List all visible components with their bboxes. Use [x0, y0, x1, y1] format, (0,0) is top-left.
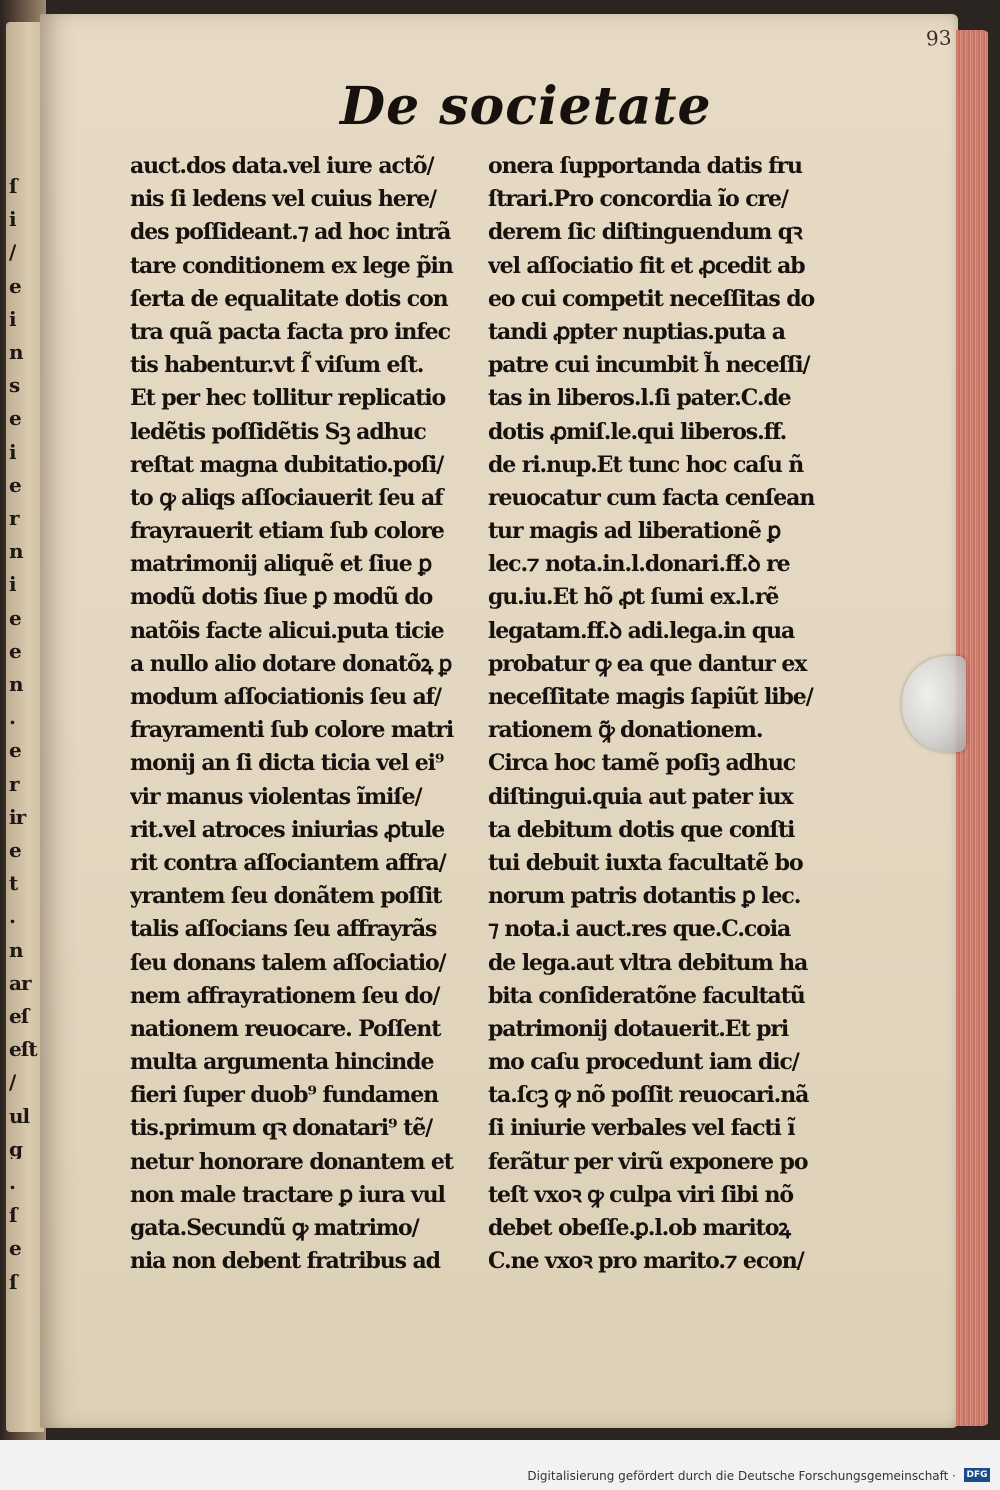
text-line: gata.Secundũ ꝙ matrimo/ — [130, 1215, 419, 1241]
previous-page-fragment: n — [9, 342, 23, 362]
text-line: eo cui competit neceſſitas do — [488, 285, 815, 312]
text-line: de lega.aut vltra debitum ha — [488, 949, 808, 976]
text-line: Et per hec tollitur replicatio — [130, 385, 446, 412]
text-line: tare conditionem ex lege p̃in — [130, 252, 453, 279]
previous-page-fragment: eſ — [9, 1006, 29, 1026]
previous-page-fragment: ar — [9, 972, 31, 993]
previous-page-fragment: e — [9, 275, 21, 296]
text-line: tandi ꝓpter nuptias.puta a — [488, 318, 785, 345]
previous-page-fragment: e — [9, 640, 21, 661]
text-line: tis.primum qꝛ donatari⁹ tẽ/ — [130, 1115, 433, 1142]
text-line: ⁊ nota.i auct.res que.C.coia — [488, 916, 791, 943]
text-line: tis habentur.vt ſ̃ viſum eſt. — [130, 352, 424, 379]
text-line: rationem ꝙ̃ donationem. — [488, 717, 763, 744]
text-line: onera ſupportanda datis fru — [488, 153, 802, 179]
previous-page-fragment: / — [9, 242, 16, 263]
previous-page-fragment: t — [9, 873, 18, 894]
previous-page-fragment: e — [9, 1238, 21, 1259]
text-line: teſt vxoꝛ ꝙ culpa viri ſibi nõ — [488, 1181, 793, 1208]
previous-page-fragment: r — [9, 508, 19, 528]
previous-page-fragment: / — [9, 1072, 16, 1093]
folio-number: 93 — [925, 25, 953, 51]
text-line: mo caſu procedunt iam dic/ — [488, 1049, 799, 1076]
previous-page-fragment: g — [9, 1138, 22, 1159]
previous-page-fragment: n — [9, 674, 23, 694]
text-line: to ꝙ aliqs aſſociauerit ſeu af — [130, 484, 443, 511]
previous-page-fragment: e — [9, 408, 21, 429]
text-line: reſtat magna dubitatio.poſi/ — [130, 451, 444, 478]
text-line: nem affrayrationem ſeu do/ — [130, 982, 440, 1009]
text-line: ta debitum dotis que conſti — [488, 816, 795, 843]
text-line: modũ dotis ſiue ꝑ modũ do — [130, 584, 433, 611]
text-line: auct.dos data.vel iure actõ/ — [130, 153, 434, 179]
text-line: patre cui incumbit h̃ neceſſi/ — [488, 352, 810, 379]
previous-page-fragment: eſt — [9, 1039, 37, 1060]
text-line: a nullo alio dotare donatõꝝ ꝑ — [130, 650, 452, 677]
previous-page-fragment: ſ — [9, 1271, 17, 1292]
text-line: ſi iniurie verbales vel facti ĩ — [488, 1115, 795, 1142]
text-line: derem ſic diſtinguendum qꝛ — [488, 219, 802, 246]
text-line: ſerta de equalitate dotis con — [130, 285, 448, 312]
text-line: de ri.nup.Et tunc hoc caſu ñ — [488, 451, 804, 478]
text-line: tra quã pacta facta pro infec — [130, 318, 450, 345]
text-line: des poſſideant.⁊ ad hoc intrã — [130, 219, 451, 246]
text-line: bita conſideratõne facultatũ — [488, 982, 805, 1009]
previous-page-fragment: . — [9, 906, 15, 927]
text-line: Circa hoc tamẽ poſiꝫ adhuc — [488, 750, 796, 777]
text-line: neceſſitate magis ſapiũt libe/ — [488, 684, 813, 710]
previous-page-fragment: e — [9, 740, 21, 761]
text-line: ta.ſcꝫ ꝙ nõ poſſit reuocari.nã — [488, 1082, 809, 1109]
text-line: gu.iu.Et hõ ꝓt ſumi ex.l.rẽ — [488, 584, 779, 611]
text-line: natõis facte alicui.puta ticie — [130, 617, 444, 644]
text-line: ledẽtis poſſidẽtis Sꝫ adhuc — [130, 418, 426, 445]
previous-page-fragment: ſ — [9, 1205, 17, 1226]
text-line: diſtingui.quia aut pater iux — [488, 783, 793, 810]
previous-page-fragment: n — [9, 939, 23, 960]
text-line: debet obeſſe.ꝑ.l.ob maritoꝝ — [488, 1215, 790, 1241]
text-line: nationem reuocare. Poſſent — [130, 1015, 441, 1042]
previous-page-edge — [6, 22, 44, 1432]
running-head: De societate — [340, 76, 712, 137]
text-line: vir manus violentas ĩmiſe/ — [130, 783, 422, 810]
previous-page-fragment: e — [9, 607, 21, 628]
text-line: rit contra aſſociantem affra/ — [130, 849, 446, 876]
text-line: ferãtur per virũ exponere po — [488, 1148, 808, 1175]
text-line: fieri ſuper duob⁹ fundamen — [130, 1082, 439, 1109]
text-line: non male tractare ꝑ iura vul — [130, 1181, 445, 1208]
text-column-right — [488, 150, 828, 1278]
text-line: rit.vel atroces iniurias ꝓtule — [130, 816, 445, 843]
previous-page-fragment: i — [9, 308, 16, 329]
text-line: monij an ſi dicta ticia vel ei⁹ — [130, 750, 444, 777]
previous-page-fragment: i — [9, 441, 16, 462]
text-line: frayramenti ſub colore matri — [130, 717, 454, 744]
text-line: reuocatur cum facta cenſean — [488, 484, 815, 511]
text-line: tur magis ad liberationẽ ꝑ — [488, 518, 781, 545]
previous-page-fragment: n — [9, 541, 23, 562]
text-line: tas in liberos.l.ſi pater.C.de — [488, 385, 791, 412]
previous-page-fragment: . — [9, 707, 15, 728]
text-line: talis aſſocians ſeu affrayrãs — [130, 916, 437, 943]
text-line: yrantem ſeu donãtem poſſit — [130, 883, 442, 910]
text-line: probatur ꝙ ea que dantur ex — [488, 650, 807, 677]
text-line: frayrauerit etiam ſub colore — [130, 518, 444, 545]
text-line: netur honorare donantem et — [130, 1148, 453, 1175]
previous-page-fragment: e — [9, 840, 21, 860]
text-line: ſeu donans talem aſſociatio/ — [130, 949, 446, 976]
text-line: legatam.ff.ꝺ adi.lega.in qua — [488, 617, 795, 644]
text-line: ſtrari.Pro concordia ĩo cre/ — [488, 186, 788, 213]
text-line: patrimonij dotauerit.Et pri — [488, 1015, 789, 1042]
text-line: norum patris dotantis ꝑ lec. — [488, 883, 801, 910]
previous-page-fragment: . — [9, 1172, 15, 1192]
previous-page-fragment: ſ — [9, 176, 17, 196]
text-line: multa argumenta hincinde — [130, 1049, 434, 1076]
text-column-left — [130, 150, 470, 1278]
previous-page-fragment: i — [9, 574, 16, 595]
previous-page-fragment: i — [9, 209, 16, 230]
previous-page-fragment: r — [9, 773, 19, 794]
previous-page-fragment: s — [9, 375, 20, 396]
text-line: vel aſſociatio fit et ꝓcedit ab — [488, 252, 805, 279]
text-line: modum aſſociationis ſeu af/ — [130, 684, 441, 710]
funding-credit: Digitalisierung gefördert durch die Deutsche Forschungsgemeinschaft · — [527, 1469, 956, 1483]
page-edge-shadow — [988, 30, 1000, 1430]
text-line: nis ſi ledens vel cuius here/ — [130, 186, 436, 213]
dfg-logo: DFG — [964, 1468, 990, 1482]
text-line: nia non debent fratribus ad — [130, 1248, 440, 1275]
text-line: lec.⁊ nota.in.l.donari.ff.ꝺ re — [488, 551, 790, 578]
text-line: C.ne vxoꝛ pro marito.⁊ econ/ — [488, 1248, 804, 1275]
previous-page-fragment: ul — [9, 1105, 30, 1126]
previous-page-fragment: ir — [9, 806, 26, 827]
previous-page-fragment: e — [9, 474, 21, 495]
text-line: tui debuit iuxta facultatẽ bo — [488, 849, 803, 876]
text-line: dotis ꝓmiſ.le.qui liberos.ff. — [488, 418, 787, 445]
text-line: matrimonij aliquẽ et ſiue ꝑ — [130, 551, 432, 578]
